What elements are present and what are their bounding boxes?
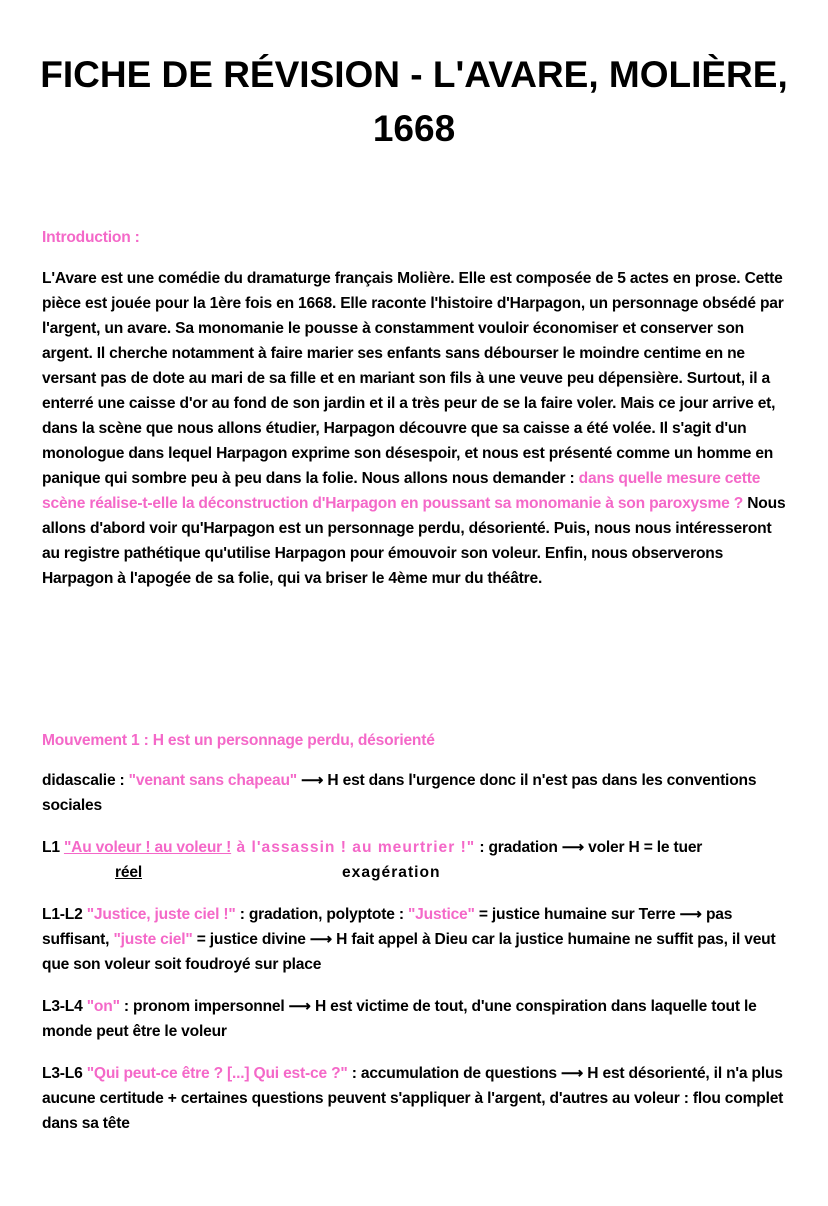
- page-title: FICHE DE RÉVISION - L'AVARE, MOLIÈRE, 1668: [40, 54, 788, 149]
- item-text: : gradation, polyptote :: [235, 906, 408, 923]
- analysis-item: [42, 768, 787, 818]
- intro-paragraph: [42, 266, 787, 591]
- analysis-item: [42, 994, 787, 1044]
- intro-heading: Introduction :: [42, 229, 140, 246]
- item-text: : gradation ⟶ voler H = le tuer: [475, 839, 703, 856]
- item-quote: "Justice, juste ciel !": [86, 906, 236, 923]
- item-quote: à l'assassin ! au meurtrier !": [231, 839, 476, 856]
- item-ref: L1: [42, 839, 64, 856]
- annotation-reel: [115, 860, 142, 885]
- item-ref: didascalie :: [42, 772, 129, 789]
- problematique: dans quelle mesure cette scène réalise-t-elle la déconstruction d'Harpagon en poussant sa monomanie à son paroxysme ?: [42, 470, 761, 512]
- annotation-exageration: exagération: [342, 864, 441, 881]
- item-quote: "Qui peut-ce être ? [...] Qui est-ce ?": [86, 1065, 348, 1082]
- analysis-item: [42, 1061, 787, 1136]
- item-text: = justice divine ⟶ H fait appel à Dieu car la justice humaine ne suffit pas, il veut que son voleur soit foudroyé sur place: [42, 931, 776, 973]
- item-ref: L3-L6: [42, 1065, 87, 1082]
- analysis-item: [42, 835, 787, 860]
- item-text: : pronom impersonnel ⟶ H est victime de tout, d'une conspiration dans laquelle tout le monde peut être le voleur: [42, 998, 757, 1040]
- item-text: : accumulation de questions ⟶ H est désorienté, il n'a plus aucune certitude + certaines questions peuvent s'appliquer à l'argent, d'autres au voleur : flou complet dans sa tête: [42, 1065, 784, 1132]
- mouvement1-heading: Mouvement 1 : H est un personnage perdu, désorienté: [42, 732, 435, 749]
- item-text: = justice humaine sur Terre ⟶ pas suffisant,: [42, 906, 733, 948]
- item-quote: "juste ciel": [113, 931, 193, 948]
- item-quote: "Au voleur ! au voleur !: [63, 839, 232, 856]
- item-ref: L1-L2: [42, 906, 87, 923]
- analysis-item: [42, 902, 787, 977]
- intro-plan: Nous allons d'abord voir qu'Harpagon est un personnage perdu, désorienté. Puis, nous nous intéresseront au registre pathétique qu'utilise Harpagon pour émouvoir son voleur. Enfin, nous observerons Harpagon à l'apogée de sa folie, qui va briser le 4ème mur du théâtre.: [42, 495, 786, 587]
- item-ref: L3-L4: [42, 998, 87, 1015]
- item-quote: "on": [86, 998, 120, 1015]
- intro-text: L'Avare est une comédie du dramaturge français Molière. Elle est composée de 5 actes en prose. Cette pièce est jouée pour la 1ère fois en 1668. Elle raconte l'histoire d'Harpagon, un personnage obsédé par l'argent, un avare. Sa monomanie le pousse à constamment vouloir économiser et conserver son argent. Il cherche notamment à faire marier ses enfants sans débourser le moindre centime en ne versant pas de dote au mari de sa fille et en mariant son fils à une veuve peu dépensière. Surtout, il a enterré une caisse d'or au fond de son jardin et il a très peur de se la faire voler. Mais ce jour arrive et, dans la scène que nous allons étudier, Harpagon découvre que sa caisse a été volée. Il s'agit d'un monologue dans lequel Harpagon exprime son désespoir, et nous est présenté comme un homme en panique qui sombre peu à peu dans la folie. Nous allons nous demander :: [42, 270, 784, 487]
- item-quote: "Justice": [407, 906, 475, 923]
- item-quote: "venant sans chapeau": [128, 772, 297, 789]
- note-reel: réel: [115, 864, 142, 881]
- item-text: ⟶ H est dans l'urgence donc il n'est pas dans les conventions sociales: [42, 772, 757, 814]
